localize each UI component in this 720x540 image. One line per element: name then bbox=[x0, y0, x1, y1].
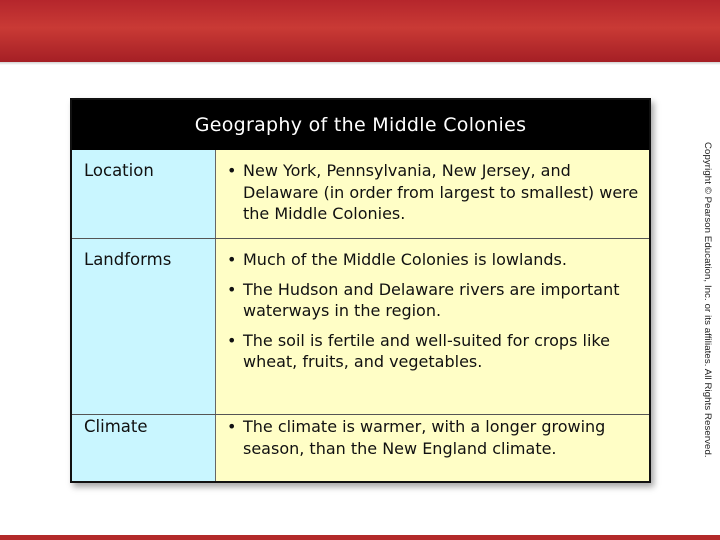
top-banner bbox=[0, 0, 720, 62]
bullet-icon: • bbox=[227, 417, 237, 436]
row-content bbox=[217, 239, 649, 415]
row-content bbox=[217, 150, 649, 239]
row-label: Climate bbox=[72, 415, 216, 481]
table-title: Geography of the Middle Colonies bbox=[72, 100, 649, 150]
row-content bbox=[217, 415, 649, 481]
bullet-icon: • bbox=[227, 161, 237, 180]
row-label: Landforms bbox=[72, 239, 216, 415]
geography-table bbox=[70, 98, 651, 483]
copyright-notice: Copyright © Pearson Education, Inc. or its affiliates. All Rights Reserved. bbox=[702, 142, 713, 458]
bullet-text: Much of the Middle Colonies is lowlands. bbox=[243, 250, 567, 269]
table-row-landforms bbox=[72, 239, 649, 415]
bullet-text: New York, Pennsylvania, New Jersey, and Delaware (in order from largest to smallest) were the Middle Colonies. bbox=[243, 161, 639, 223]
table-row-climate bbox=[72, 415, 649, 481]
bottom-banner bbox=[0, 535, 720, 540]
bullet-item bbox=[227, 249, 639, 271]
bullet-text: The soil is fertile and well-suited for crops like wheat, fruits, and vegetables. bbox=[243, 330, 610, 371]
bullet-icon: • bbox=[227, 330, 237, 350]
bullet-icon: • bbox=[227, 279, 237, 299]
row-label: Location bbox=[72, 150, 216, 239]
table-row-location bbox=[72, 150, 649, 239]
bullet-item bbox=[227, 416, 639, 459]
bullet-item bbox=[227, 160, 639, 225]
bullet-text: The Hudson and Delaware rivers are important waterways in the region. bbox=[243, 279, 620, 320]
bullet-item bbox=[227, 279, 639, 322]
bullet-icon: • bbox=[227, 250, 237, 269]
bullet-item bbox=[227, 330, 639, 373]
bullet-text: The climate is warmer, with a longer growing season, than the New England climate. bbox=[243, 417, 606, 458]
